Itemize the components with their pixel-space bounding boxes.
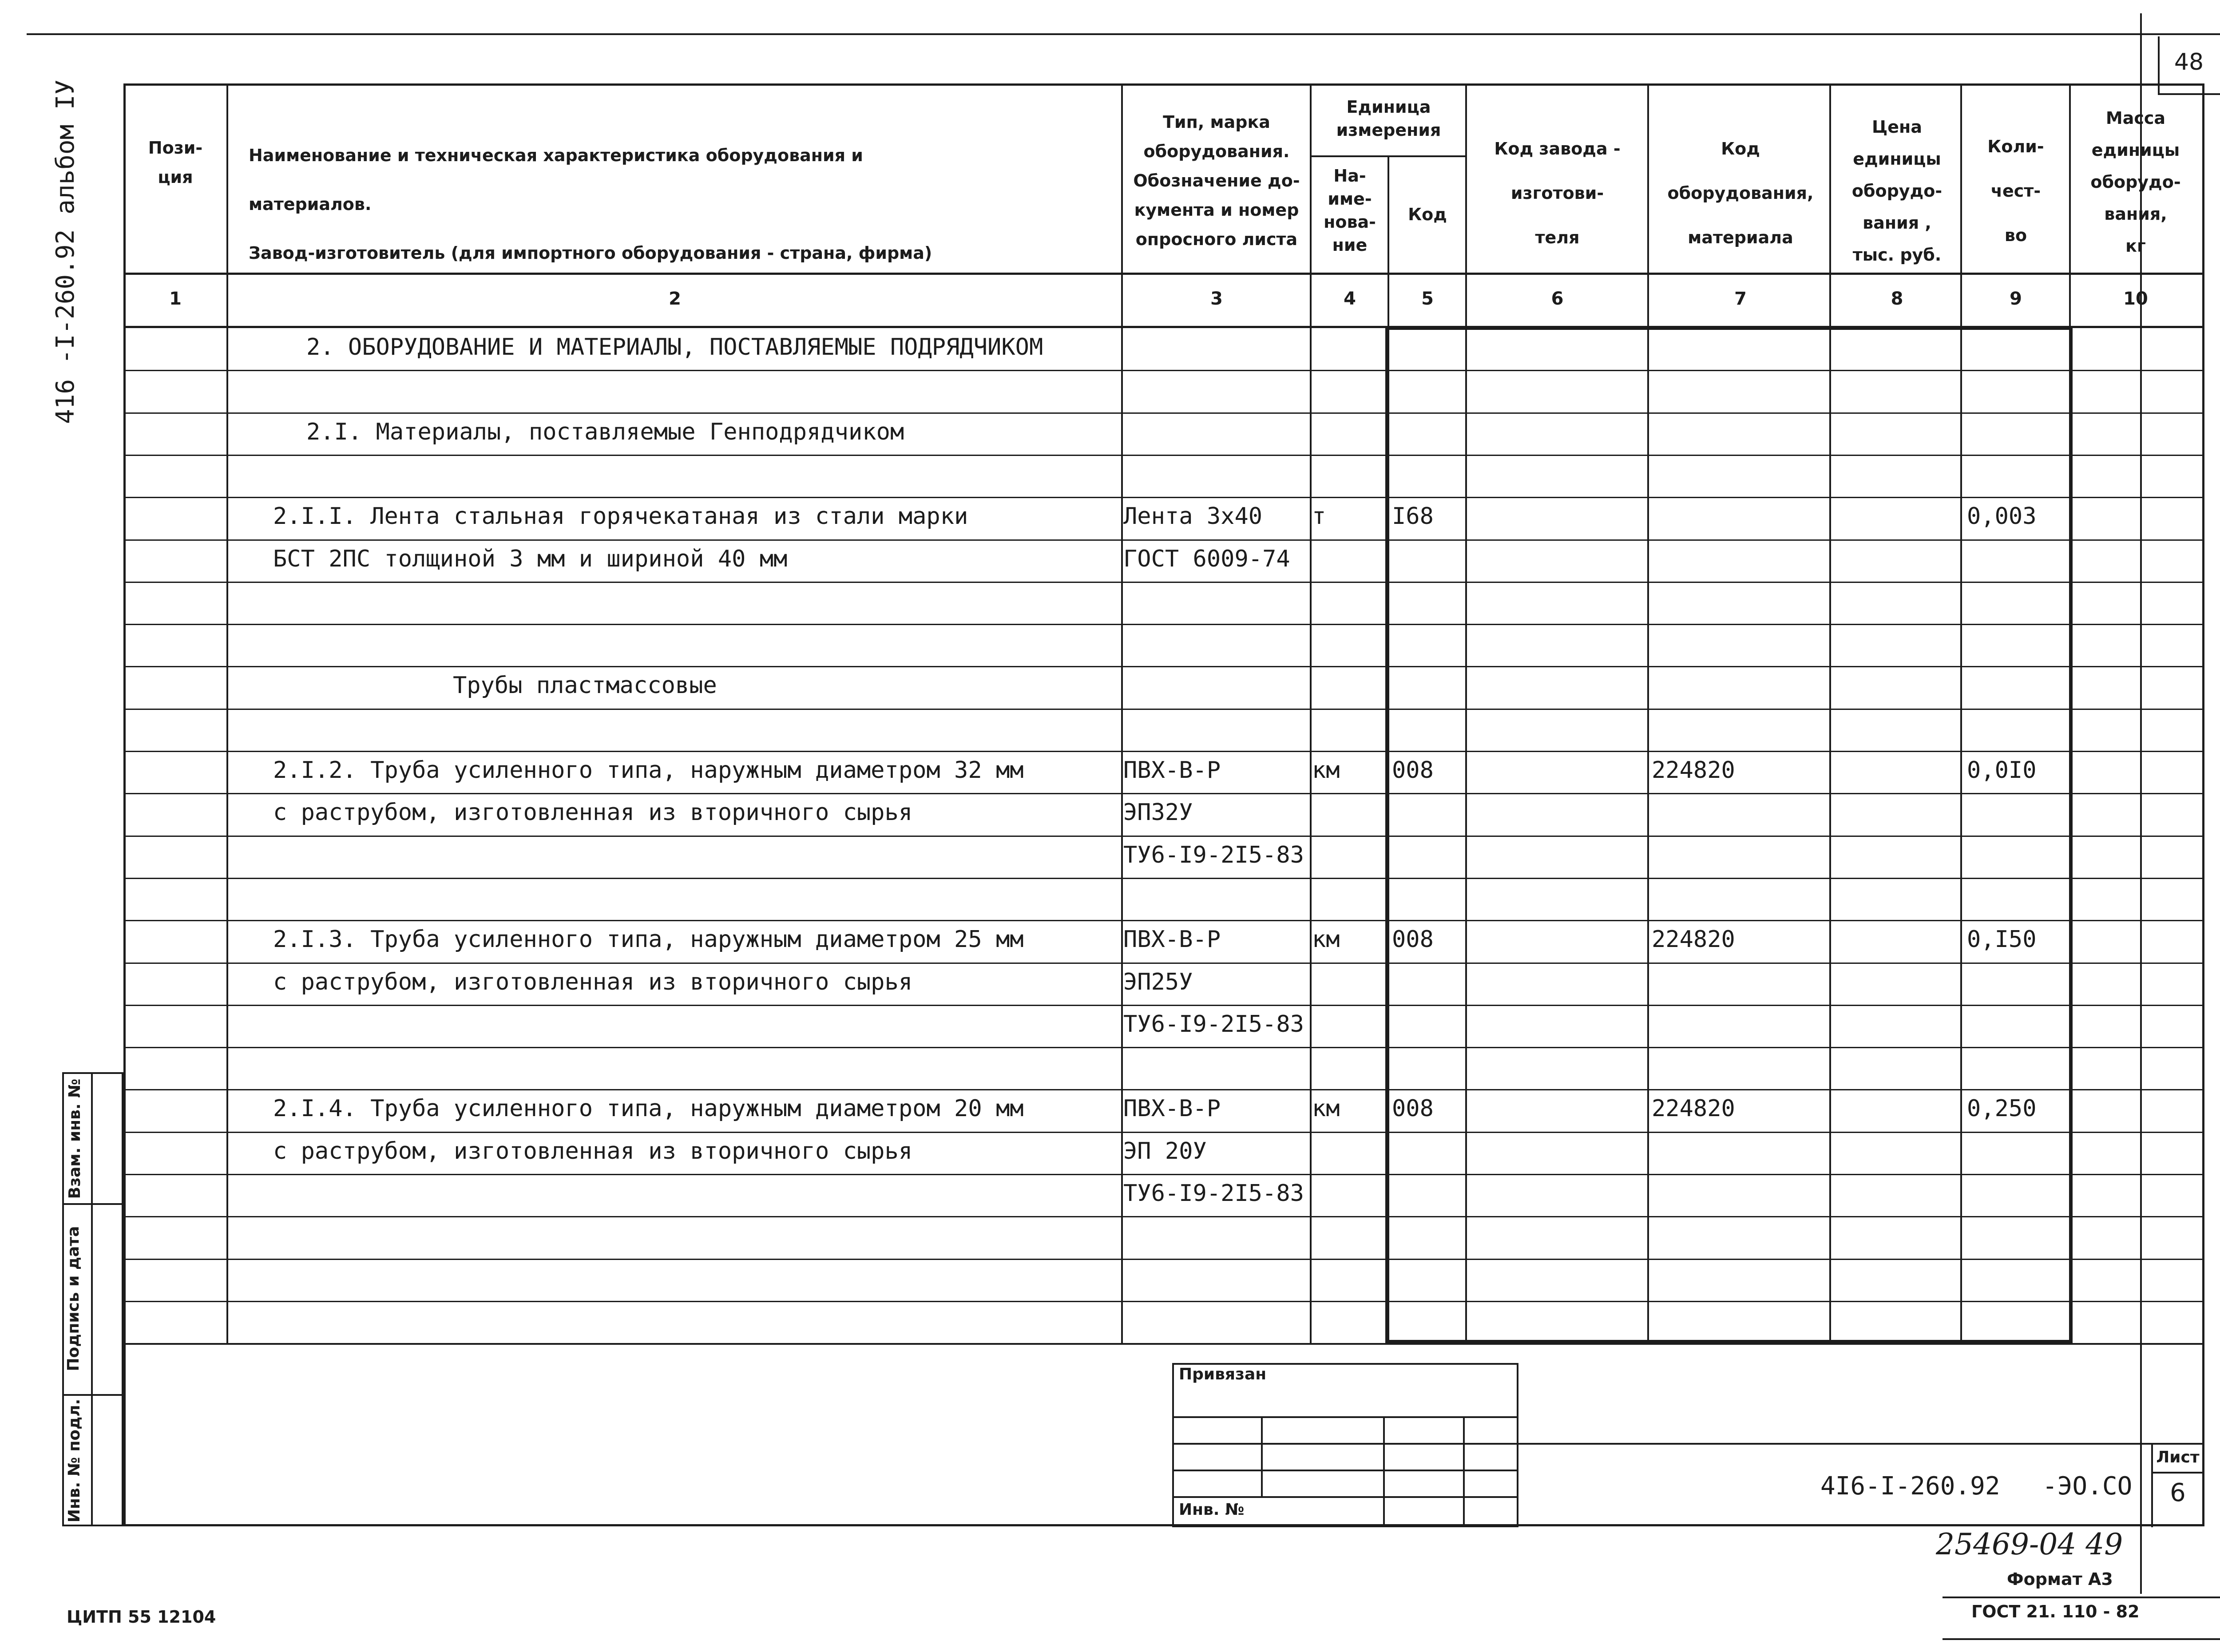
cell-qty: 0,0I0 [1967, 757, 2037, 784]
col-divider [1310, 83, 1312, 1343]
header-col10-line3: оборудо- [2090, 172, 2181, 192]
header-col3-line5: опросного листа [1135, 230, 1298, 249]
side-album-label: 416 -I-260.92 альбом IУ [51, 79, 80, 424]
cell-code: I68 [1392, 503, 1434, 530]
header-col3-line3: Обозначение до- [1133, 171, 1300, 190]
cell-name: с раструбом, изготовленная из вторичного сырья [273, 969, 913, 995]
left-strip-signature: Подпись и дата [64, 1226, 83, 1371]
left-strip-vzam: Взам. инв. № [66, 1078, 84, 1199]
privyazan-rule-4 [1172, 1496, 1518, 1498]
header-col8-line2: единицы [1853, 149, 1941, 169]
privyazan-rule-1 [1172, 1416, 1518, 1418]
header-col10 [2069, 102, 2202, 262]
privyazan-rule-2 [1172, 1443, 1518, 1445]
doc-suffix: -ЭО.СО [2042, 1472, 2133, 1501]
header-col10-line2: единицы [2091, 140, 2180, 160]
header-col5: Код [1408, 205, 1447, 224]
inv-no-label: Инв. № [1179, 1501, 1245, 1519]
header-col7-line2: оборудования, [1667, 183, 1814, 203]
header-unit-group [1312, 95, 1465, 142]
privyazan-vrule-1 [1261, 1416, 1263, 1496]
cell-type: ТУ6-I9-2I5-83 [1123, 1180, 1304, 1207]
cell-type: ГОСТ 6009-74 [1123, 546, 1290, 572]
cell-type: Лента 3х40 [1123, 503, 1263, 530]
privyazan-rule-3 [1172, 1470, 1518, 1471]
header-col10-line5: кг [2125, 236, 2146, 256]
cell-name: с раструбом, изготовленная из вторичного сырья [273, 799, 913, 826]
gost-label: ГОСТ 21. 110 - 82 [1971, 1602, 2140, 1621]
header-col9-line3: во [2004, 226, 2027, 245]
list-box-rule [2151, 1472, 2204, 1474]
header-col6-line2: изготови- [1510, 183, 1604, 203]
header-unit-line2: измерения [1336, 120, 1441, 140]
colnum-7: 7 [1734, 289, 1747, 309]
header-col6 [1467, 127, 1647, 260]
cell-type: ПВХ-В-Р [1123, 757, 1221, 784]
cell-equip-code: 224820 [1652, 1095, 1735, 1122]
cell-type: ПВХ-В-Р [1123, 1095, 1221, 1122]
left-strip-divider [91, 1072, 93, 1526]
privyazan-vrule-2 [1383, 1416, 1385, 1527]
header-col8-line5: тыс. руб. [1852, 245, 1942, 265]
header-col2-line2: Завод-изготовитель (для импортного оборудования - страна, фирма) [249, 243, 932, 263]
format-label: Формат А3 [2007, 1569, 2113, 1589]
bottom-right-rule [1942, 1597, 2220, 1598]
table-bottom-rule [123, 1343, 2204, 1345]
header-col4-line3: нова- [1324, 212, 1376, 232]
cell-code: 008 [1392, 1095, 1434, 1122]
cell-name: 2.I.I. Лента стальная горячекатаная из стали марки [273, 503, 968, 530]
header-col7 [1649, 127, 1832, 260]
colnum-4: 4 [1344, 289, 1356, 309]
cell-name: 2.I.2. Труба усиленного типа, наружным диаметром 32 мм [273, 757, 1024, 784]
colnum-6: 6 [1551, 289, 1564, 309]
header-col3-line4: кумента и номер [1134, 200, 1299, 220]
col-divider [1121, 83, 1123, 1343]
cell-qty: 0,003 [1967, 503, 2037, 530]
cell-name: Трубы пластмассовые [453, 672, 717, 699]
colnum-5: 5 [1421, 289, 1434, 309]
top-rule [27, 33, 2220, 35]
cell-type: ТУ6-I9-2I5-83 [1123, 842, 1304, 868]
privyazan-vrule-3 [1463, 1416, 1465, 1527]
header-col6-line3: теля [1535, 228, 1580, 247]
list-label: Лист [2156, 1448, 2200, 1466]
cell-code: 008 [1392, 757, 1434, 784]
header-col4-line4: ние [1332, 235, 1368, 255]
cell-name: с раструбом, изготовленная из вторичного сырья [273, 1138, 913, 1165]
cell-type: ЭП 20У [1123, 1138, 1207, 1165]
header-col8-line3: оборудо- [1851, 181, 1942, 201]
inner-bold-box [1385, 328, 2073, 1343]
cell-unit: км [1312, 1095, 1340, 1122]
cell-equip-code: 224820 [1652, 757, 1735, 784]
left-strip-inv-podl: Инв. № подл. [65, 1398, 83, 1523]
inner-bold-box-top [1385, 327, 2073, 330]
cell-type: ТУ6-I9-2I5-83 [1123, 1011, 1304, 1038]
col-divider [226, 83, 228, 1343]
cell-name: 2. ОБОРУДОВАНИЕ И МАТЕРИАЛЫ, ПОСТАВЛЯЕМЫЕ ПОДРЯДЧИКОМ [306, 334, 1043, 361]
cell-qty: 0,250 [1967, 1095, 2037, 1122]
header-col2 [249, 131, 981, 277]
cell-qty: 0,I50 [1967, 926, 2037, 953]
header-col1 [124, 133, 226, 192]
header-col4 [1312, 164, 1388, 257]
cell-name: 2.I.4. Труба усиленного типа, наружным диаметром 20 мм [273, 1095, 1024, 1122]
cell-unit: т [1312, 503, 1326, 530]
colnum-9: 9 [2010, 289, 2022, 309]
header-col2-line1: Наименование и техническая характеристика оборудования и материалов. [249, 146, 863, 214]
header-col3-line2: оборудования. [1143, 142, 1290, 161]
cell-name: БСТ 2ПС толщиной 3 мм и шириной 40 мм [273, 546, 788, 572]
header-col4-line1: На- [1333, 166, 1366, 186]
cell-name: 2.I.3. Труба усиленного типа, наружным диаметром 25 мм [273, 926, 1024, 953]
header-col8-line4: вания , [1863, 213, 1931, 233]
colnum-8: 8 [1891, 289, 1903, 309]
header-col3 [1123, 107, 1310, 254]
header-col8 [1832, 111, 1962, 271]
header-col10-line1: Масса [2105, 108, 2166, 128]
cell-code: 008 [1392, 926, 1434, 953]
header-col7-line1: Код [1721, 139, 1760, 158]
sheet-number: 48 [2174, 49, 2204, 75]
cell-name: 2.I. Материалы, поставляемые Генподрядчиком [306, 419, 904, 445]
colnum-10: 10 [2123, 289, 2148, 309]
header-col1-line2: ция [158, 167, 193, 187]
cell-type: ЭП32У [1123, 799, 1193, 826]
title-block-rule [1518, 1443, 2204, 1445]
header-col1-line1: Пози- [148, 138, 203, 158]
bottom-right-rule-2 [1942, 1638, 2220, 1640]
cell-type: ЭП25У [1123, 969, 1193, 995]
list-number: 6 [2170, 1478, 2186, 1507]
header-col9-line1: Коли- [1987, 137, 2044, 156]
header-col3-line1: Тип, марка [1163, 112, 1270, 132]
cell-unit: км [1312, 926, 1340, 953]
handwritten-number: 25469-04 49 [1936, 1527, 2123, 1561]
header-col7-line3: материала [1688, 228, 1793, 247]
header-col9 [1962, 124, 2069, 258]
colnum-2: 2 [669, 289, 681, 309]
doc-code: 4I6-I-260.92 [1820, 1472, 2000, 1501]
colnum-1: 1 [169, 289, 182, 309]
header-col4-line2: име- [1328, 189, 1372, 209]
header-col9-line2: чест- [1990, 181, 2041, 201]
header-col6-line1: Код завода - [1494, 139, 1621, 158]
cell-equip-code: 224820 [1652, 926, 1735, 953]
header-col10-line4: вания, [2104, 204, 2167, 224]
printer-label: ЦИТП 55 12104 [67, 1607, 216, 1627]
colnum-3: 3 [1210, 289, 1223, 309]
header-unit-line1: Единица [1346, 97, 1431, 117]
cell-unit: км [1312, 757, 1340, 784]
privyazan-label: Привязан [1179, 1365, 1267, 1383]
header-col8-line1: Цена [1872, 117, 1922, 137]
cell-type: ПВХ-В-Р [1123, 926, 1221, 953]
